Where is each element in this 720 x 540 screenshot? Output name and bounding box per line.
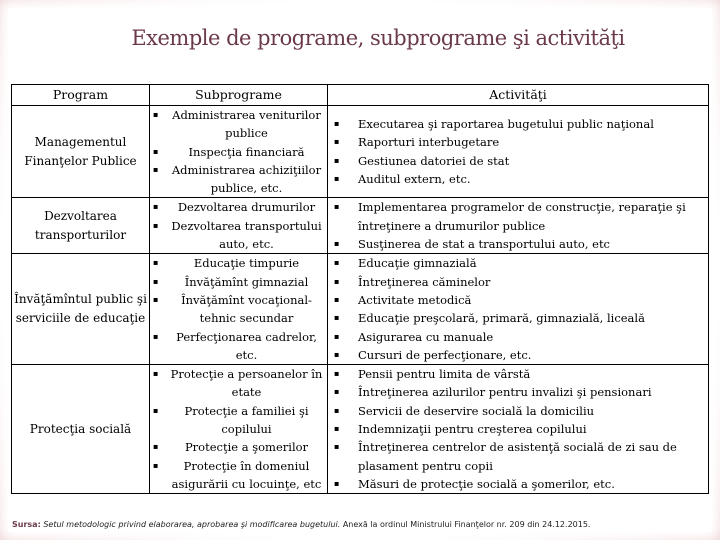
list-item-text: Învăţămînt vocaţional-tehnic secundar <box>181 292 312 326</box>
list-item <box>328 235 708 253</box>
list-item-text: Susţinerea de stat a transportului auto, etc <box>358 237 611 252</box>
list-item <box>328 254 708 272</box>
activitati-cell <box>328 254 709 365</box>
list-item-text: Educaţie preşcolară, primară, gimnazială, liceală <box>358 311 645 326</box>
table-body <box>12 106 709 494</box>
program-cell: Învăţămîntul public şi serviciile de educaţie <box>12 254 150 365</box>
list-item <box>328 383 708 401</box>
list-item-text: Perfecţionarea cadrelor, etc. <box>176 329 317 362</box>
source-tail: Anexă la ordinul Ministrului Finanţelor nr. 209 din 24.12.2015. <box>342 520 591 529</box>
activitati-list <box>328 198 708 253</box>
header-subprograme: Subprograme <box>150 85 328 106</box>
bullet-icon: ▪ <box>334 239 340 249</box>
list-item-text: Administrarea achiziţiilor publice, etc. <box>171 162 322 196</box>
source-note <box>12 520 712 529</box>
list-item-text: Dezvoltarea transportului auto, etc. <box>171 218 322 252</box>
source-label: Sursa: <box>12 520 41 529</box>
bullet-icon: ▪ <box>334 331 340 341</box>
list-item-text: Protecţie a şomerilor <box>184 440 309 455</box>
bullet-icon: ▪ <box>153 294 159 304</box>
list-item <box>328 152 708 170</box>
activitati-cell <box>328 365 709 494</box>
list-item <box>150 254 327 272</box>
list-item-text: Pensii pentru limita de vârstă <box>358 367 531 382</box>
list-item-text: Servicii de deservire socială la domiciliu <box>358 403 595 418</box>
list-item-text: Protecţie în domeniul asigurării cu locuinţe, etc <box>171 458 322 491</box>
list-item <box>328 115 708 133</box>
bullet-icon: ▪ <box>334 478 340 488</box>
list-item-text: Executarea şi raportarea bugetului public naţional <box>358 117 654 132</box>
list-item <box>328 438 708 475</box>
list-item <box>150 438 327 456</box>
list-item-text: Gestiunea datoriei de stat <box>358 153 510 168</box>
list-item <box>328 198 708 235</box>
list-item <box>150 161 327 198</box>
list-item-text: Întreţinerea căminelor <box>358 274 491 289</box>
list-item-text: Protecţie a persoanelor în etate <box>170 367 323 400</box>
list-item-text: Indemnizaţii pentru creşterea copilului <box>358 422 587 437</box>
list-item-text: Dezvoltarea drumurilor <box>177 200 316 215</box>
list-item <box>328 133 708 151</box>
list-item-text: Administrarea veniturilor publice <box>172 108 321 141</box>
programs-table <box>11 84 709 494</box>
bullet-icon: ▪ <box>334 424 340 434</box>
bullet-icon: ▪ <box>153 146 159 156</box>
list-item <box>328 420 708 438</box>
list-item <box>328 291 708 309</box>
list-item <box>150 198 327 216</box>
bullet-icon: ▪ <box>334 202 340 212</box>
list-item-text: Inspecţia financiară <box>188 144 305 159</box>
list-item <box>328 365 708 383</box>
table-header-row <box>12 85 709 106</box>
list-item-text: Activitate metodică <box>358 292 472 307</box>
table-row <box>12 106 709 198</box>
bullet-icon: ▪ <box>153 220 159 230</box>
list-item <box>150 106 327 143</box>
bullet-icon: ▪ <box>153 331 159 341</box>
list-item <box>328 309 708 327</box>
list-item-text: Raporturi interbugetare <box>358 135 500 150</box>
bullet-icon: ▪ <box>153 110 159 119</box>
header-activitati: Activităţi <box>328 85 709 106</box>
list-item <box>150 402 327 439</box>
header-program: Program <box>12 85 150 106</box>
program-cell: Dezvoltarea transporturilor <box>12 198 150 254</box>
list-item-text: Măsuri de protecţie socială a şomerilor, etc. <box>358 476 615 491</box>
bullet-icon: ▪ <box>334 313 340 323</box>
bullet-icon: ▪ <box>334 276 340 286</box>
list-item <box>150 273 327 291</box>
subprograme-cell <box>150 198 328 254</box>
list-item-text: Asigurarea cu manuale <box>358 329 494 344</box>
table-row <box>12 254 709 365</box>
bullet-icon: ▪ <box>334 294 340 304</box>
subprograme-list <box>150 198 327 253</box>
subprograme-list <box>150 254 327 364</box>
bullet-icon: ▪ <box>153 164 159 174</box>
list-item-text: Auditul extern, etc. <box>358 172 471 187</box>
program-cell: Managementul Finanţelor Publice <box>12 106 150 198</box>
list-item-text: Educaţie gimnazială <box>358 256 477 271</box>
bullet-icon: ▪ <box>334 349 340 359</box>
activitati-list <box>328 115 708 188</box>
bullet-icon: ▪ <box>334 405 340 415</box>
subprograme-cell <box>150 106 328 198</box>
list-item <box>150 457 327 494</box>
list-item-text: Întreţinerea azilurilor pentru invalizi şi pensionari <box>358 385 652 400</box>
list-item <box>150 143 327 161</box>
bullet-icon: ▪ <box>334 137 340 147</box>
program-cell: Protecţia socială <box>12 365 150 494</box>
list-item-text: Implementarea programelor de construcţie, reparaţie şi întreţinere a drumurilor publice <box>358 200 686 233</box>
bullet-icon: ▪ <box>334 119 340 129</box>
list-item-text: Educaţie timpurie <box>193 256 300 271</box>
subprograme-list <box>150 106 327 197</box>
list-item <box>328 170 708 188</box>
bullet-icon: ▪ <box>334 174 340 184</box>
bullet-icon: ▪ <box>153 202 159 212</box>
list-item <box>328 402 708 420</box>
activitati-list <box>328 254 708 364</box>
activitati-cell <box>328 198 709 254</box>
subprograme-list <box>150 365 327 493</box>
bullet-icon: ▪ <box>334 369 340 379</box>
list-item <box>328 328 708 346</box>
bullet-icon: ▪ <box>153 258 159 268</box>
subprograme-cell <box>150 254 328 365</box>
bullet-icon: ▪ <box>334 442 340 452</box>
bullet-icon: ▪ <box>334 387 340 397</box>
bullet-icon: ▪ <box>334 155 340 165</box>
bullet-icon: ▪ <box>153 369 159 379</box>
list-item <box>328 273 708 291</box>
bullet-icon: ▪ <box>153 442 159 452</box>
list-item-text: Cursuri de perfecţionare, etc. <box>358 347 532 362</box>
list-item-text: Învăţămînt gimnazial <box>184 274 309 289</box>
list-item <box>150 365 327 402</box>
bullet-icon: ▪ <box>153 405 159 415</box>
list-item <box>150 291 327 328</box>
table-row <box>12 365 709 494</box>
list-item <box>328 346 708 364</box>
activitati-cell <box>328 106 709 198</box>
table-row <box>12 198 709 254</box>
activitati-list <box>328 365 708 493</box>
list-item <box>150 328 327 365</box>
list-item <box>328 475 708 493</box>
bullet-icon: ▪ <box>153 276 159 286</box>
list-item <box>150 217 327 254</box>
bullet-icon: ▪ <box>153 460 159 470</box>
list-item-text: Protecţie a familiei şi copilului <box>184 403 309 437</box>
slide-title: Exemple de programe, subprograme şi activităţi <box>131 26 625 50</box>
subprograme-cell <box>150 365 328 494</box>
source-text: Setul metodologic privind elaborarea, aprobarea şi modificarea bugetului. <box>43 520 341 529</box>
list-item-text: Întreţinerea centrelor de asistenţă socială de zi sau de plasament pentru copii <box>358 440 677 473</box>
bullet-icon: ▪ <box>334 258 340 268</box>
